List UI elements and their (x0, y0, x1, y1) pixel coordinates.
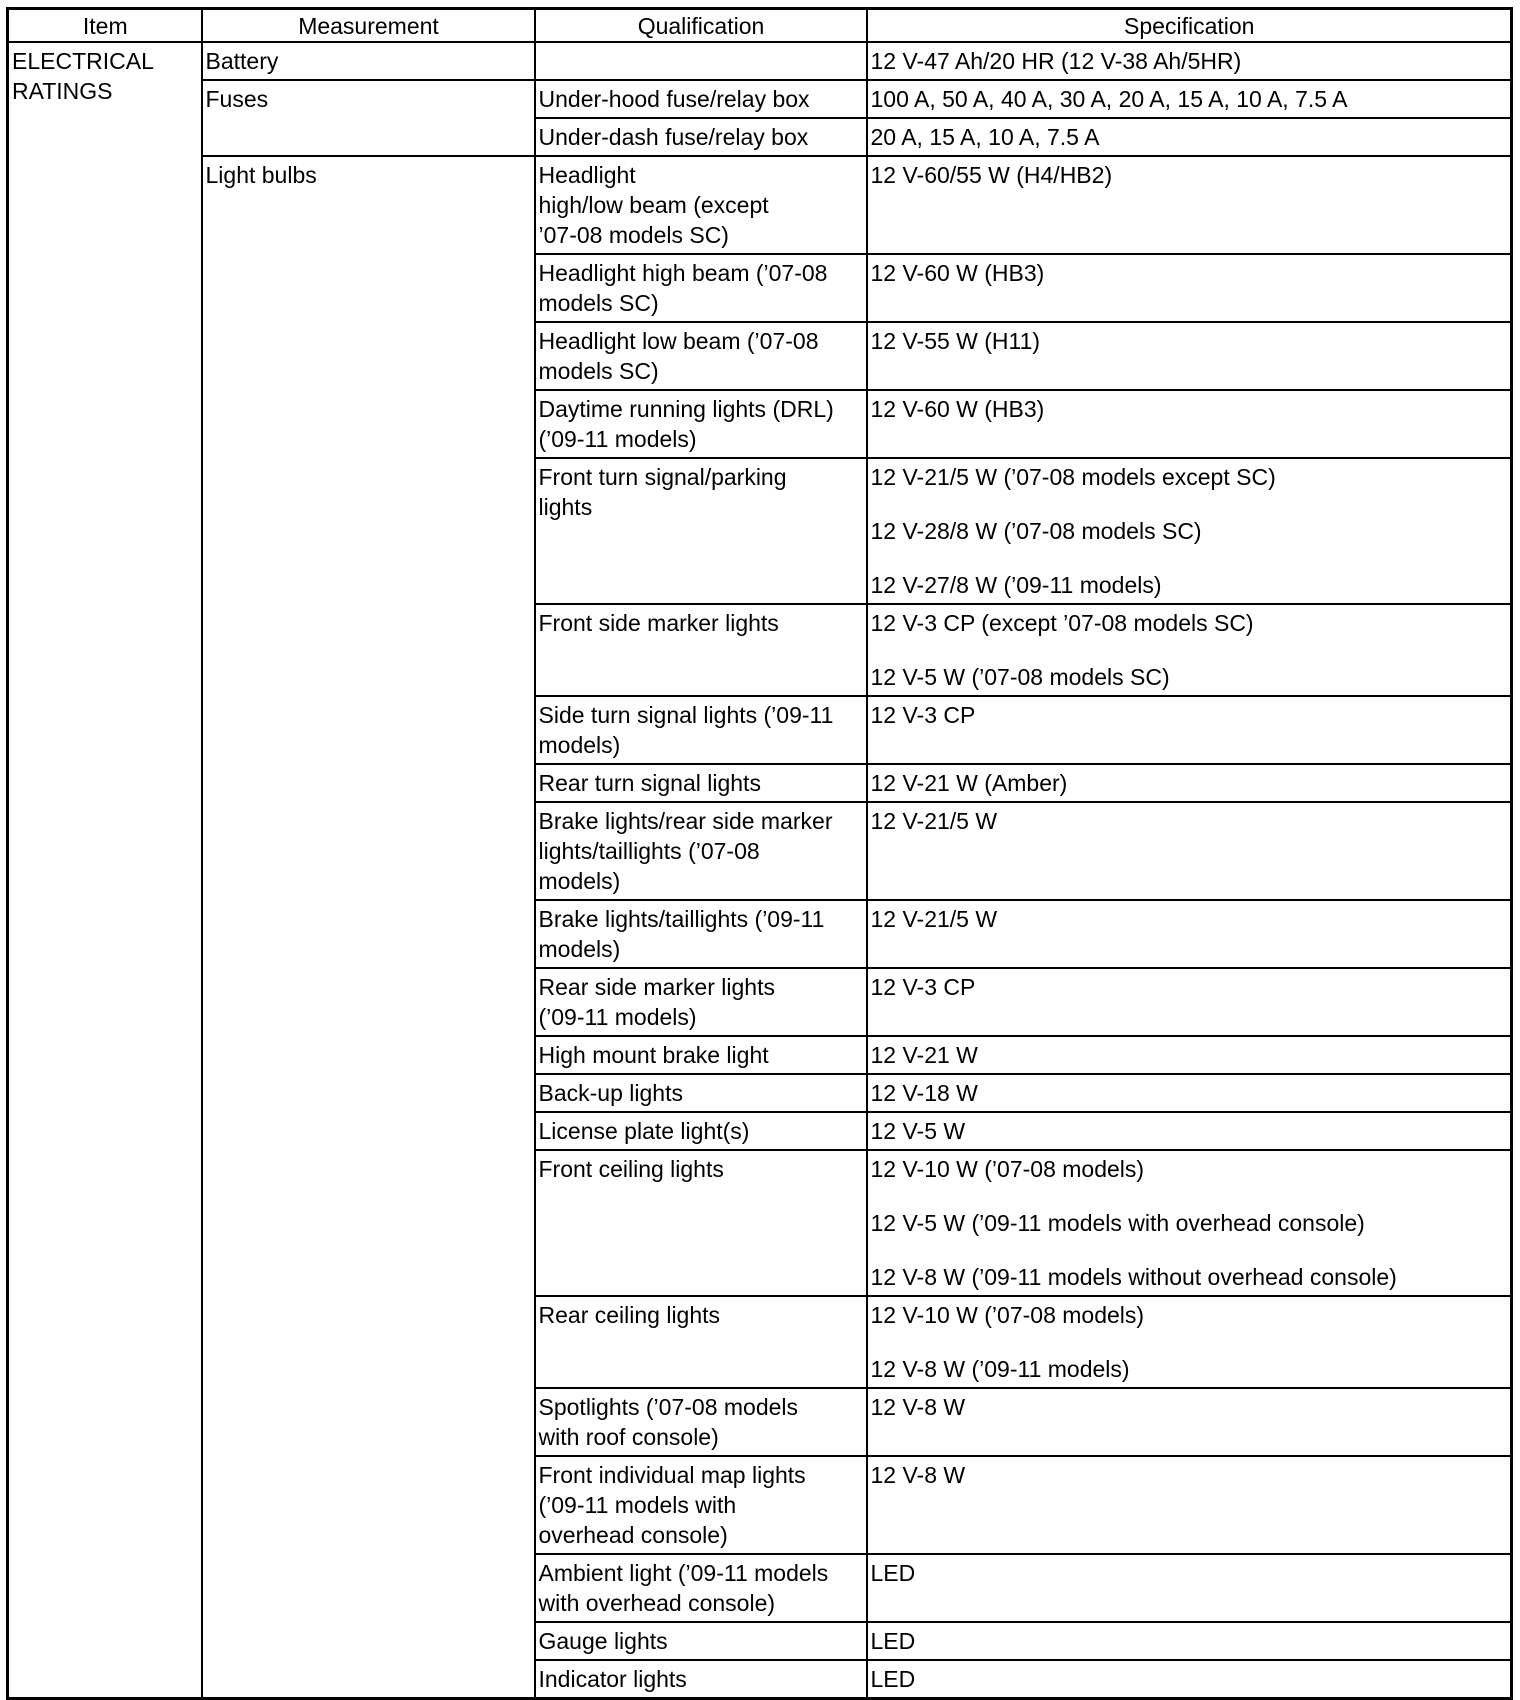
qualification-cell (535, 802, 867, 900)
electrical-ratings-table (6, 7, 1513, 1700)
spec-line: 12 V-21 W (870, 1042, 978, 1068)
qualification-line: Rear turn signal lights (538, 770, 761, 796)
header-item: Item (8, 9, 202, 43)
spec-line: 12 V-21/5 W (870, 808, 998, 834)
specification-cell (867, 1150, 1512, 1296)
spec-line: 12 V-8 W (870, 1394, 966, 1420)
qualification-line: Back-up lights (538, 1080, 683, 1106)
qualification-cell (535, 254, 867, 322)
qualification-line: Side turn signal lights (’09-11 (538, 702, 834, 728)
specification-cell (867, 604, 1512, 696)
qualification-line: High mount brake light (538, 1042, 769, 1068)
spec-line: 12 V-60 W (HB3) (870, 396, 1045, 422)
header-qualification: Qualification (535, 9, 867, 43)
qualification-line: Rear ceiling lights (538, 1302, 721, 1328)
qualification-line: overhead console) (538, 1522, 728, 1548)
qualification-cell (535, 80, 867, 118)
spec-line: 12 V-8 W (870, 1462, 966, 1488)
qualification-cell (535, 1554, 867, 1622)
spec-line: 12 V-10 W (’07-08 models) (870, 1156, 1145, 1182)
spec-line: 12 V-21 W (Amber) (870, 770, 1068, 796)
specification-cell (867, 254, 1512, 322)
qualification-cell (535, 604, 867, 696)
spec-line: 12 V-21/5 W (870, 906, 998, 932)
qualification-cell (535, 390, 867, 458)
qualification-line: Daytime running lights (DRL) (538, 396, 834, 422)
qualification-line: Headlight low beam (’07-08 (538, 328, 819, 354)
qualification-cell (535, 764, 867, 802)
table-row (8, 80, 1512, 118)
qualification-line: models SC) (538, 290, 659, 316)
spec-line: 12 V-5 W (’09-11 models with overhead console) (870, 1210, 1365, 1236)
specification-cell (867, 118, 1512, 156)
qualification-line: ’07-08 models SC) (538, 222, 729, 248)
qualification-line: Ambient light (’09-11 models (538, 1560, 829, 1586)
qualification-line: models) (538, 936, 621, 962)
qualification-line: Headlight (538, 162, 636, 188)
qualification-cell (535, 156, 867, 254)
spec-line: 12 V-10 W (’07-08 models) (870, 1302, 1145, 1328)
qualification-cell (535, 1622, 867, 1660)
specification-cell (867, 1660, 1512, 1699)
spec-line: LED (870, 1628, 916, 1654)
spec-sheet (6, 7, 1513, 1700)
qualification-cell (535, 322, 867, 390)
qualification-line: lights/taillights (’07-08 (538, 838, 760, 864)
specification-cell (867, 764, 1512, 802)
header-specification: Specification (867, 9, 1512, 43)
specification-cell (867, 1036, 1512, 1074)
qualification-cell (535, 1456, 867, 1554)
table-row (8, 156, 1512, 254)
header-row (8, 9, 1512, 43)
specification-cell (867, 900, 1512, 968)
spec-line: 12 V-8 W (’09-11 models without overhead console) (870, 1264, 1397, 1290)
specification-cell (867, 1296, 1512, 1388)
spec-battery (867, 42, 1512, 80)
qualification-cell (535, 968, 867, 1036)
qualification-line: with overhead console) (538, 1590, 776, 1616)
spec-line: 100 A, 50 A, 40 A, 30 A, 20 A, 15 A, 10 A, 7.5 A (870, 86, 1348, 112)
qualification-cell (535, 900, 867, 968)
specification-cell (867, 458, 1512, 604)
qualification-line: License plate light(s) (538, 1118, 750, 1144)
qualification-cell (535, 696, 867, 764)
specification-cell (867, 1622, 1512, 1660)
spec-line: 12 V-3 CP (870, 702, 976, 728)
qualification-line: lights (538, 494, 593, 520)
spec-line: LED (870, 1666, 916, 1692)
specification-cell (867, 1554, 1512, 1622)
item-label-line: RATINGS (12, 78, 113, 104)
spec-line: 12 V-3 CP (except ’07-08 models SC) (870, 610, 1254, 636)
qualification-cell (535, 458, 867, 604)
qualification-cell (535, 1074, 867, 1112)
specification-cell (867, 1388, 1512, 1456)
qualification-line: Front ceiling lights (538, 1156, 724, 1182)
spec-line: 12 V-21/5 W (’07-08 models except SC) (870, 464, 1276, 490)
qualification-line: Headlight high beam (’07-08 (538, 260, 828, 286)
measurement-battery: Battery (202, 42, 535, 80)
header-measurement: Measurement (202, 9, 535, 43)
qualification-line: models) (538, 868, 621, 894)
specification-cell (867, 80, 1512, 118)
specification-cell (867, 696, 1512, 764)
qualification-line: Under-dash fuse/relay box (538, 124, 809, 150)
spec-line: 12 V-5 W (870, 1118, 966, 1144)
qualification-line: Brake lights/rear side marker (538, 808, 833, 834)
qualification-line: (’09-11 models) (538, 1004, 697, 1030)
qualification-line: Gauge lights (538, 1628, 668, 1654)
table-body (8, 42, 1512, 1699)
spec-line: 12 V-60 W (HB3) (870, 260, 1045, 286)
spec-line: 12 V-28/8 W (’07-08 models SC) (870, 518, 1202, 544)
spec-line: 12 V-60/55 W (H4/HB2) (870, 162, 1113, 188)
qualification-cell (535, 1036, 867, 1074)
qualification-line: (’09-11 models with (538, 1492, 737, 1518)
specification-cell (867, 322, 1512, 390)
specification-cell (867, 802, 1512, 900)
spec-line: 12 V-5 W (’07-08 models SC) (870, 664, 1170, 690)
measurement-fuses: Fuses (202, 80, 535, 156)
spec-line: 12 V-3 CP (870, 974, 976, 1000)
qualification-battery (535, 42, 867, 80)
item-cell (8, 42, 202, 1699)
qualification-line: Front individual map lights (538, 1462, 806, 1488)
item-label-line: ELECTRICAL (12, 48, 154, 74)
qualification-line: Rear side marker lights (538, 974, 775, 1000)
specification-cell (867, 390, 1512, 458)
table-row-battery (8, 42, 1512, 80)
qualification-line: high/low beam (except (538, 192, 769, 218)
qualification-line: Under-hood fuse/relay box (538, 86, 810, 112)
qualification-cell (535, 118, 867, 156)
measurement-light-bulbs: Light bulbs (202, 156, 535, 1699)
spec-line: 12 V-8 W (’09-11 models) (870, 1356, 1130, 1382)
qualification-line: Indicator lights (538, 1666, 687, 1692)
spec-line: 20 A, 15 A, 10 A, 7.5 A (870, 124, 1100, 150)
qualification-line: models) (538, 732, 621, 758)
qualification-cell (535, 1112, 867, 1150)
spec-line: 12 V-47 Ah/20 HR (12 V-38 Ah/5HR) (870, 48, 1242, 74)
qualification-line: Front turn signal/parking (538, 464, 787, 490)
qualification-line: Brake lights/taillights (’09-11 (538, 906, 825, 932)
specification-cell (867, 968, 1512, 1036)
spec-line: LED (870, 1560, 916, 1586)
qualification-line: models SC) (538, 358, 659, 384)
qualification-cell (535, 1660, 867, 1699)
qualification-line: Front side marker lights (538, 610, 779, 636)
specification-cell (867, 1074, 1512, 1112)
spec-line: 12 V-27/8 W (’09-11 models) (870, 572, 1162, 598)
specification-cell (867, 1112, 1512, 1150)
qualification-line: (’09-11 models) (538, 426, 697, 452)
qualification-cell (535, 1150, 867, 1296)
qualification-cell (535, 1388, 867, 1456)
qualification-line: Spotlights (’07-08 models (538, 1394, 799, 1420)
spec-line: 12 V-18 W (870, 1080, 978, 1106)
spec-line: 12 V-55 W (H11) (870, 328, 1041, 354)
qualification-line: with roof console) (538, 1424, 719, 1450)
qualification-cell (535, 1296, 867, 1388)
specification-cell (867, 1456, 1512, 1554)
specification-cell (867, 156, 1512, 254)
